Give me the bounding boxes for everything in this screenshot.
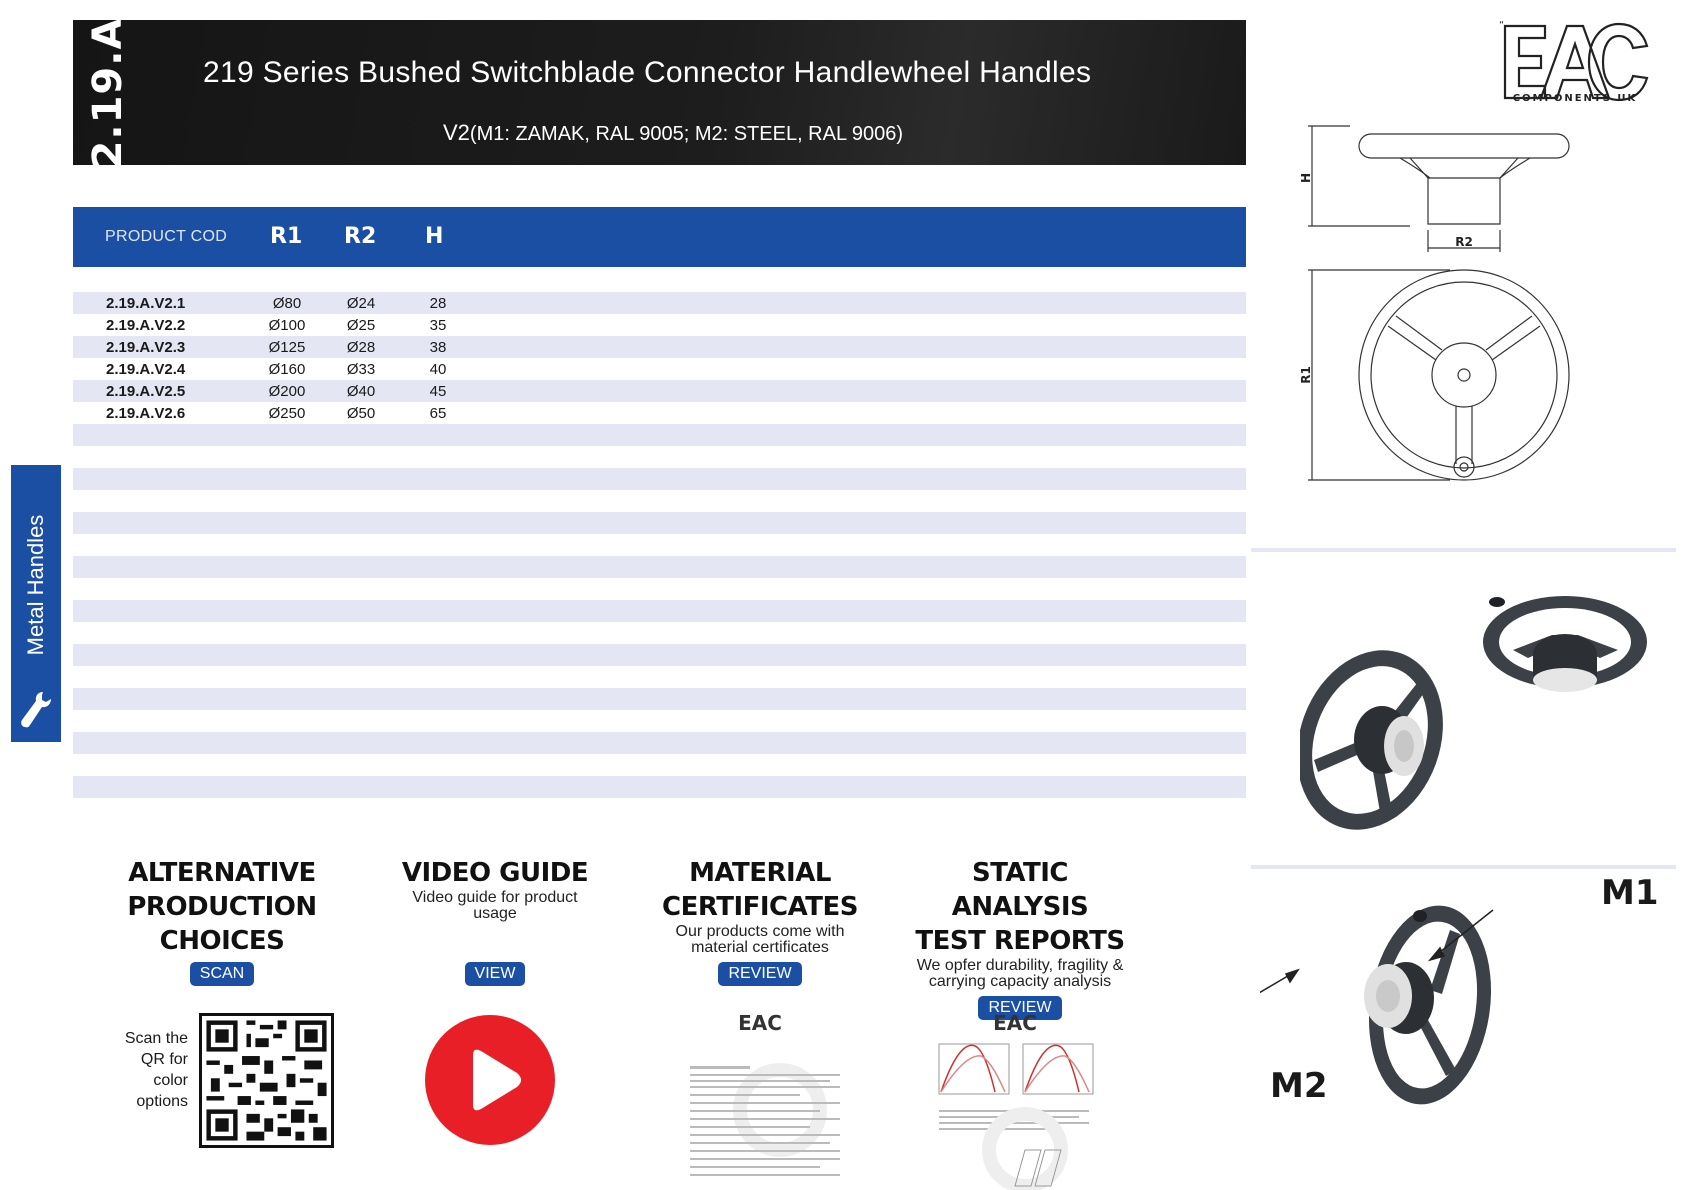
cell-r1: Ø250 [268,405,306,422]
test-report-thumbnail[interactable] [925,1010,1105,1190]
view-button[interactable]: VIEW [465,962,526,986]
thumb-logo: EAC [993,1011,1037,1035]
table-row [73,380,1246,402]
cell-r2: Ø25 [346,317,376,334]
cell-code: 2.19.A.V2.5 [106,383,186,400]
cell-h: 28 [429,295,447,312]
feature-description: We opfer durability, fragility & carrying capacity analysis [916,957,1124,990]
feature-title: MATERIAL CERTIFICATES [662,858,858,922]
column-header-code: PRODUCT COD [105,228,228,245]
dimension-r1-label: R1 [1299,366,1313,384]
review-certificates-button[interactable]: REVIEW [718,962,801,986]
feature-title: VIDEO GUIDE [401,858,589,888]
cell-r2: Ø33 [346,361,376,378]
feature-description: Our products come with material certificates [675,923,845,956]
column-header-r2: R2 [344,224,377,249]
cell-h: 38 [429,339,447,356]
cell-r1: Ø160 [268,361,306,378]
table-row [73,358,1246,380]
feature-title: STATIC ANALYSIS TEST REPORTS [915,858,1125,956]
category-side-tab[interactable] [11,465,61,742]
table-row [73,336,1246,358]
cell-r2: Ø28 [346,339,376,356]
dimension-h-label: H [1299,172,1313,184]
feature-video-guide [400,856,590,986]
series-code [73,17,143,168]
divider-1 [1251,548,1676,552]
column-header-h: H [425,224,444,249]
cell-r2: Ø40 [346,383,376,400]
materials-label: (M1: ZAMAK, RAL 9005; M2: STEEL, RAL 9006) [469,123,904,145]
table-body [73,292,1246,424]
series-code-text: 2.19.A [85,17,131,168]
cell-code: 2.19.A.V2.1 [106,295,186,312]
feature-static-analysis [905,856,1135,1020]
divider-2 [1251,865,1676,869]
cell-code: 2.19.A.V2.2 [106,317,186,334]
cell-r1: Ø80 [272,295,302,312]
cell-h: 45 [429,383,447,400]
feature-description: Video guide for product usage [412,889,578,922]
logo-subtext: COMPONENTS UK [1512,93,1638,104]
cell-h: 40 [429,361,447,378]
cell-r1: Ø100 [268,317,306,334]
cell-code: 2.19.A.V2.4 [106,361,186,378]
review-reports-button[interactable]: REVIEW [978,996,1061,1020]
qr-code[interactable] [199,1013,334,1148]
page-subtitle [443,120,903,146]
m2-label: M2 [1270,1066,1328,1106]
category-label: Metal Handles [23,514,48,656]
header-banner [73,17,1246,168]
certificate-thumbnail[interactable] [670,1010,850,1190]
play-icon[interactable] [425,1015,555,1145]
dimension-r2-label: R2 [1455,235,1473,249]
cell-r2: Ø50 [346,405,376,422]
technical-drawing [1250,120,1600,520]
logo-mark: “ [1499,20,1505,31]
cell-h: 35 [429,317,447,334]
page-title: 219 Series Bushed Switchblade Connector Handlewheel Handles [203,56,1092,89]
feature-alternative-choices [110,856,334,986]
wrench-icon [19,690,53,730]
product-photo [1300,590,1660,830]
cell-r1: Ø125 [268,339,306,356]
table-header [73,207,1246,267]
cell-code: 2.19.A.V2.3 [106,339,186,356]
table-row [73,292,1246,314]
cell-r2: Ø24 [346,295,376,312]
scan-button[interactable]: SCAN [190,962,254,986]
version-label: V2 [443,120,470,145]
column-header-r1: R1 [270,224,303,249]
table-row [73,402,1246,424]
table-row [73,314,1246,336]
feature-material-certificates [660,856,860,986]
cell-h: 65 [429,405,447,422]
m1-label: M1 [1601,873,1659,913]
qr-caption: Scan the QR for color options [124,1030,188,1110]
thumb-logo: EAC [738,1011,782,1035]
cell-code: 2.19.A.V2.6 [106,405,186,422]
cell-r1: Ø200 [268,383,306,400]
feature-title: ALTERNATIVE PRODUCTION CHOICES [127,858,317,956]
